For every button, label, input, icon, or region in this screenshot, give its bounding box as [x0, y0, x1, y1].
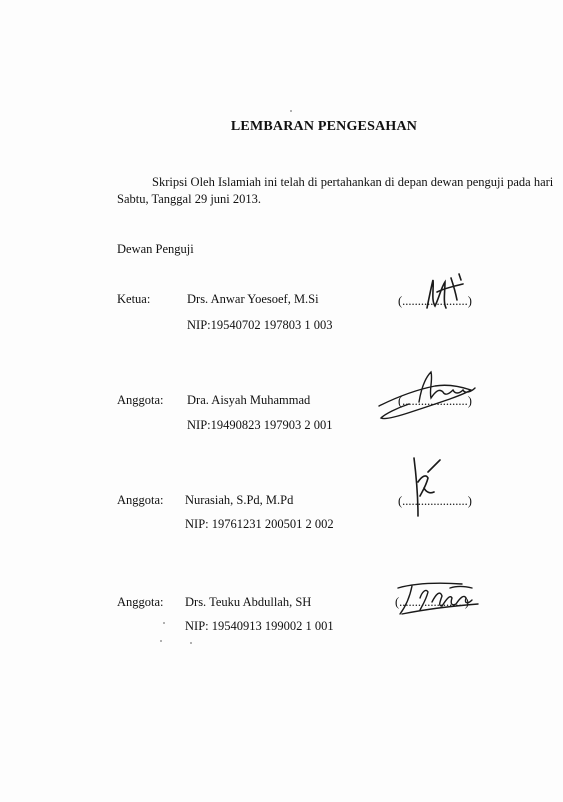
examiner-name: Drs. Teuku Abdullah, SH	[185, 595, 312, 609]
examiner-role: Anggota:	[117, 493, 164, 507]
signature-1-drawing	[415, 270, 475, 318]
signature-line: (.....................)	[398, 294, 472, 308]
examiner-nip: NIP:19540702 197803 1 003	[187, 318, 333, 332]
signature-3-drawing	[400, 452, 450, 522]
examiner-role: Ketua:	[117, 292, 151, 306]
signature-2-drawing	[375, 368, 485, 424]
examiner-nip: NIP:19490823 197903 2 001	[187, 418, 333, 432]
paragraph-line-1: Skripsi Oleh Islamiah ini telah di pertahankan di depan dewan penguji pada hari	[152, 175, 554, 189]
scan-speck	[290, 110, 292, 112]
examiner-name: Dra. Aisyah Muhammad	[187, 393, 311, 407]
scan-speck	[163, 622, 165, 624]
signature-4-drawing	[392, 578, 487, 618]
committee-label: Dewan Penguji	[117, 242, 194, 256]
page-title: LEMBARAN PENGESAHAN	[230, 119, 418, 134]
paragraph-line-2: Sabtu, Tanggal 29 juni 2013.	[117, 192, 262, 206]
examiner-name: Nurasiah, S.Pd, M.Pd	[185, 493, 294, 507]
scan-speck	[190, 642, 192, 644]
examiner-name: Drs. Anwar Yoesoef, M.Si	[187, 292, 319, 306]
signature-line: (.....................)	[398, 394, 472, 408]
examiner-nip: NIP: 19761231 200501 2 002	[185, 517, 334, 531]
examiner-role: Anggota:	[117, 595, 164, 609]
examiner-nip: NIP: 19540913 199002 1 001	[185, 619, 334, 633]
signature-line: (.....................)	[398, 494, 472, 508]
signature-line: (.....................)	[395, 595, 469, 609]
examiner-role: Anggota:	[117, 393, 164, 407]
scan-speck	[160, 640, 162, 642]
